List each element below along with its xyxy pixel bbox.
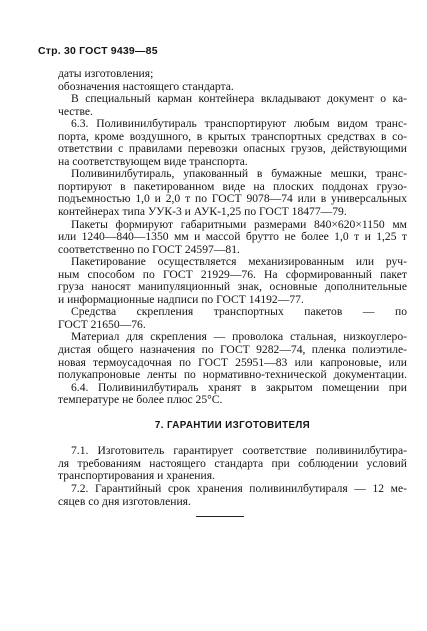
text-line: 6.4. Поливинилбутираль хранят в закрытом помещении при	[71, 380, 407, 394]
text-line: соответственно по ГОСТ 24597—81.	[58, 242, 240, 256]
text-line: Материал для скрепления — проволока стальная, низкоуглеро-	[71, 330, 407, 344]
text-line: ным способом по ГОСТ 21929—76. На сформированный пакет	[58, 267, 407, 281]
text-line: 6.3. Поливинилбутираль транспортируют любым видом транс-	[71, 117, 407, 131]
text-line: дистая общего назначения по ГОСТ 9282—74, пленка полиэтиле-	[58, 343, 407, 357]
text-line: В специальный карман контейнера вкладывают документ о ка-	[71, 92, 407, 106]
text-line: на соответствующем виде транспорта.	[58, 154, 248, 168]
section-heading: 7. ГАРАНТИИ ИЗГОТОВИТЕЛЯ	[154, 419, 311, 431]
text-line: сяцев со дня изготовления.	[58, 494, 191, 508]
document-body	[58, 68, 407, 508]
text-line: порта, кроме воздушного, в крытых транспортных средствах в со-	[58, 129, 407, 143]
text-line: и информационные надписи по ГОСТ 14192—77.	[58, 292, 304, 306]
text-line: честве.	[58, 104, 93, 118]
text-line: полукапроновые ленты по нормативно-технической документации.	[58, 368, 407, 382]
text-line: ля требованиям настоящего стандарта при соблюдении условий	[58, 456, 407, 470]
text-line: груза наносят манипуляционный знак, основные дополнительные	[58, 280, 407, 294]
text-line: подъемностью 1,0 и 2,0 т по ГОСТ 9078—74 или в универсальных	[58, 192, 407, 206]
text-line: Пакеты формируют габаритными размерами 840×620×1150 мм	[71, 217, 407, 231]
text-line: транспортирования и хранения.	[58, 469, 215, 483]
text-line: Поливинилбутираль, упакованный в бумажные мешки, транс-	[71, 167, 407, 181]
text-line: Средства скрепления транспортных пакетов — по	[71, 305, 407, 319]
page-header: Стр. 30 ГОСТ 9439—85	[38, 45, 158, 57]
spacer	[58, 407, 407, 420]
text-line: обозначения настоящего стандарта.	[58, 79, 234, 93]
text-line: Пакетирование осуществляется механизированным или руч-	[71, 255, 407, 269]
text-line: или 1240—840—1350 мм и массой брутто не более 1,0 т и 1,25 т	[58, 230, 407, 244]
text-line: даты изготовления;	[58, 67, 154, 80]
text-line: 7.1. Изготовитель гарантирует соответствие поливинилбутира-	[71, 444, 407, 458]
text-line: ответствии с правилами перевозки опасных грузов, действующими	[58, 142, 407, 156]
text-line: контейнерах типа УУК-3 и АУК-1,25 по ГОСТ 18477—79.	[58, 205, 347, 219]
text-line: 7.2. Гарантийный срок хранения поливинилбутираля — 12 ме-	[71, 481, 407, 495]
end-rule	[196, 516, 244, 517]
text-line: портируют в пакетированном виде на плоских поддонах грузо-	[58, 179, 407, 193]
text-line: ГОСТ 21650—76.	[58, 317, 146, 331]
text-line: температуре не более плюс 25°С.	[58, 393, 223, 407]
text-line: новая термоусадочная по ГОСТ 25951—83 или капроновые, или	[58, 355, 407, 369]
